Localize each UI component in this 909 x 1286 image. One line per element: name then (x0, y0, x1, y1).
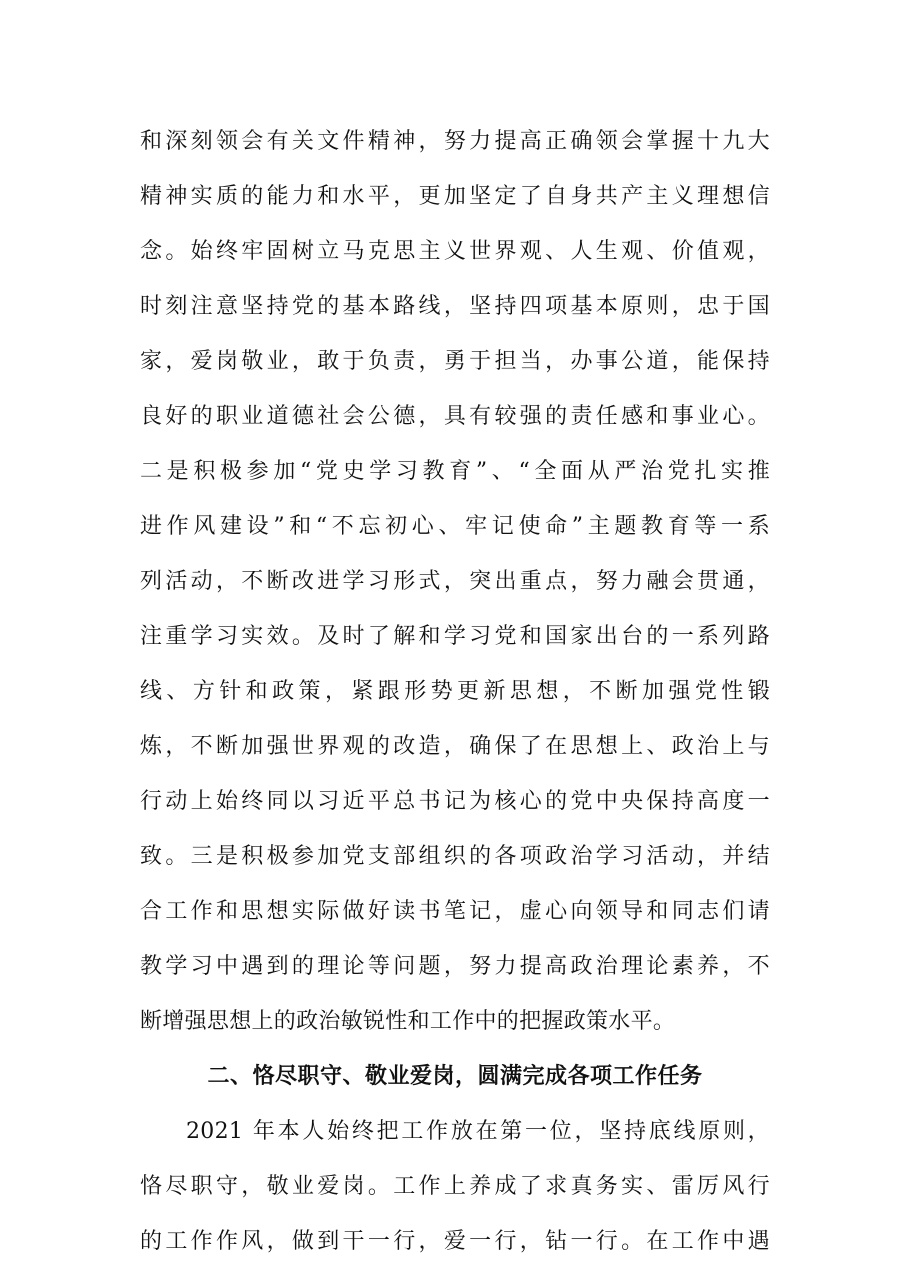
text-line: 教学习中遇到的理论等问题，努力提高政治理论素养，不 (140, 954, 770, 979)
text-line: 家，爱岗敬业，敢于负责，勇于担当，办事公道，能保持 (140, 349, 770, 374)
text-line: 和深刻领会有关文件精神，努力提高正确领会掌握十九大 (140, 129, 770, 154)
text-line: 致。三是积极参加党支部组织的各项政治学习活动，并结 (140, 844, 770, 869)
text-line: 的工作作风，做到干一行，爱一行，钻一行。在工作中遇 (140, 1229, 770, 1254)
text-line: 合工作和思想实际做好读书笔记，虚心向领导和同志们请 (140, 899, 770, 924)
text-line: 行动上始终同以习近平总书记为核心的党中央保持高度一 (140, 789, 770, 814)
text-line: 恪尽职守，敬业爱岗。工作上养成了求真务实、雷厉风行 (140, 1174, 770, 1199)
text-line: 炼，不断加强世界观的改造，确保了在思想上、政治上与 (140, 734, 770, 759)
text-line: 良好的职业道德社会公德，具有较强的责任感和事业心。 (140, 404, 770, 429)
text-line: 断增强思想上的政治敏锐性和工作中的把握政策水平。 (140, 1009, 676, 1034)
text-line: 2021 年本人始终把工作放在第一位，坚持底线原则， (186, 1119, 770, 1144)
text-line: 注重学习实效。及时了解和学习党和国家出台的一系列路 (140, 624, 770, 649)
text-line: 列活动，不断改进学习形式，突出重点，努力融会贯通， (140, 569, 770, 594)
text-line: 精神实质的能力和水平，更加坚定了自身共产主义理想信 (140, 184, 770, 209)
text-line: 线、方针和政策，紧跟形势更新思想，不断加强党性锻 (140, 679, 770, 704)
text-line: 念。始终牢固树立马克思主义世界观、人生观、价值观， (140, 239, 770, 264)
section-heading: 二、恪尽职守、敬业爱岗，圆满完成各项工作任务 (207, 1064, 703, 1089)
text-line: 进作风建设”和“不忘初心、牢记使命”主题教育等一系 (140, 514, 770, 539)
text-line: 时刻注意坚持党的基本路线，坚持四项基本原则，忠于国 (140, 294, 770, 319)
text-line: 二是积极参加“党史学习教育”、“全面从严治党扎实推 (140, 459, 770, 484)
